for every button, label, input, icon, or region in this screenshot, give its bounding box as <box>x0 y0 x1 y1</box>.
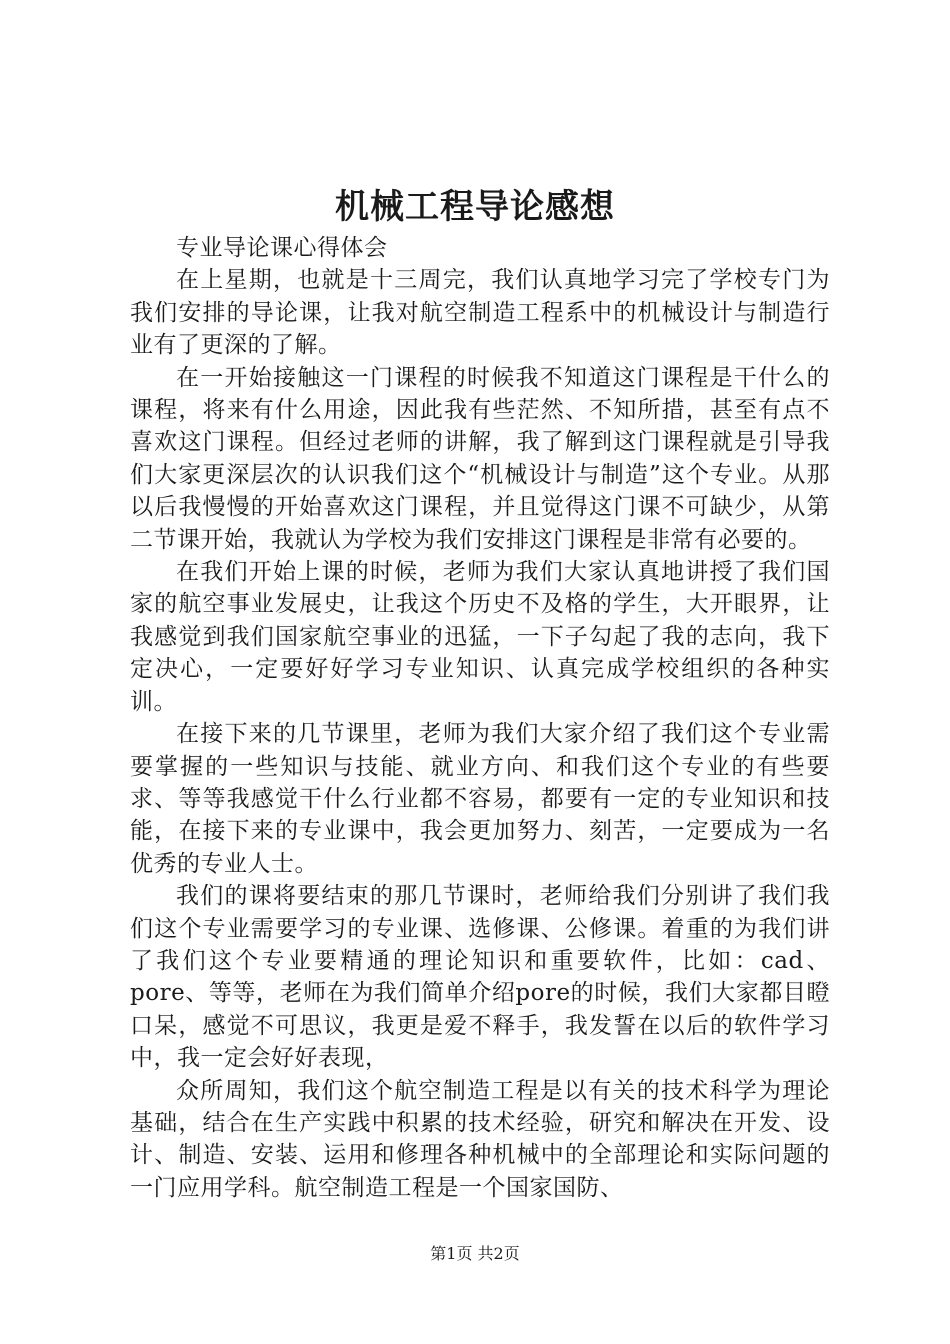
paragraph: 在上星期，也就是十三周完，我们认真地学习完了学校专门为我们安排的导论课，让我对航空制造工程系中的机械设计与制造行业有了更深的了解。 <box>130 267 830 359</box>
document-title: 机械工程导论感想 <box>335 187 615 227</box>
paragraph: 在我们开始上课的时候，老师为我们大家认真地讲授了我们国家的航空事业发展史，让我这个历史不及格的学生，大开眼界，让我感觉到我们国家航空事业的迅猛，一下子勾起了我的志向，我下定决心，一定要好好学习专业知识、认真完成学校组织的各种实训。 <box>130 559 830 715</box>
paragraph: 众所周知，我们这个航空制造工程是以有关的技术科学为理论基础，结合在生产实践中积累的技术经验，研究和解决在开发、设计、制造、安装、运用和修理各种机械中的全部理论和实际问题的一门应用学科。航空制造工程是一个国家国防、 <box>130 1077 830 1201</box>
page-number-footer: 第1页 共2页 <box>430 1244 520 1263</box>
paragraph: 在一开始接触这一门课程的时候我不知道这门课程是干什么的课程，将来有什么用途，因此我有些茫然、不知所措，甚至有点不喜欢这门课程。但经过老师的讲解，我了解到这门课程就是引导我们大家更深层次的认识我们这个“机械设计与制造”这个专业。从那以后我慢慢的开始喜欢这门课程，并且觉得这门课不可缺少，从第二节课开始，我就认为学校为我们安排这门课程是非常有必要的。 <box>130 364 830 553</box>
paragraph: 我们的课将要结束的那几节课时，老师给我们分别讲了我们我们这个专业需要学习的专业课、选修课、公修课。着重的为我们讲了我们这个专业要精通的理论知识和重要软件，比如：cad、pore、等等，老师在为我们简单介绍pore的时候，我们大家都目瞪口呆，感觉不可思议，我更是爱不释手，我发誓在以后的软件学习中，我一定会好好表现， <box>130 883 830 1072</box>
document-body <box>130 232 830 1204</box>
paragraph: 在接下来的几节课里，老师为我们大家介绍了我们这个专业需要掌握的一些知识与技能、就业方向、和我们这个专业的有些要求、等等我感觉干什么行业都不容易，都要有一定的专业知识和技能，在接下来的专业课中，我会更加努力、刻苦，一定要成为一名优秀的专业人士。 <box>130 721 830 877</box>
document-subtitle: 专业导论课心得体会 <box>176 235 388 261</box>
